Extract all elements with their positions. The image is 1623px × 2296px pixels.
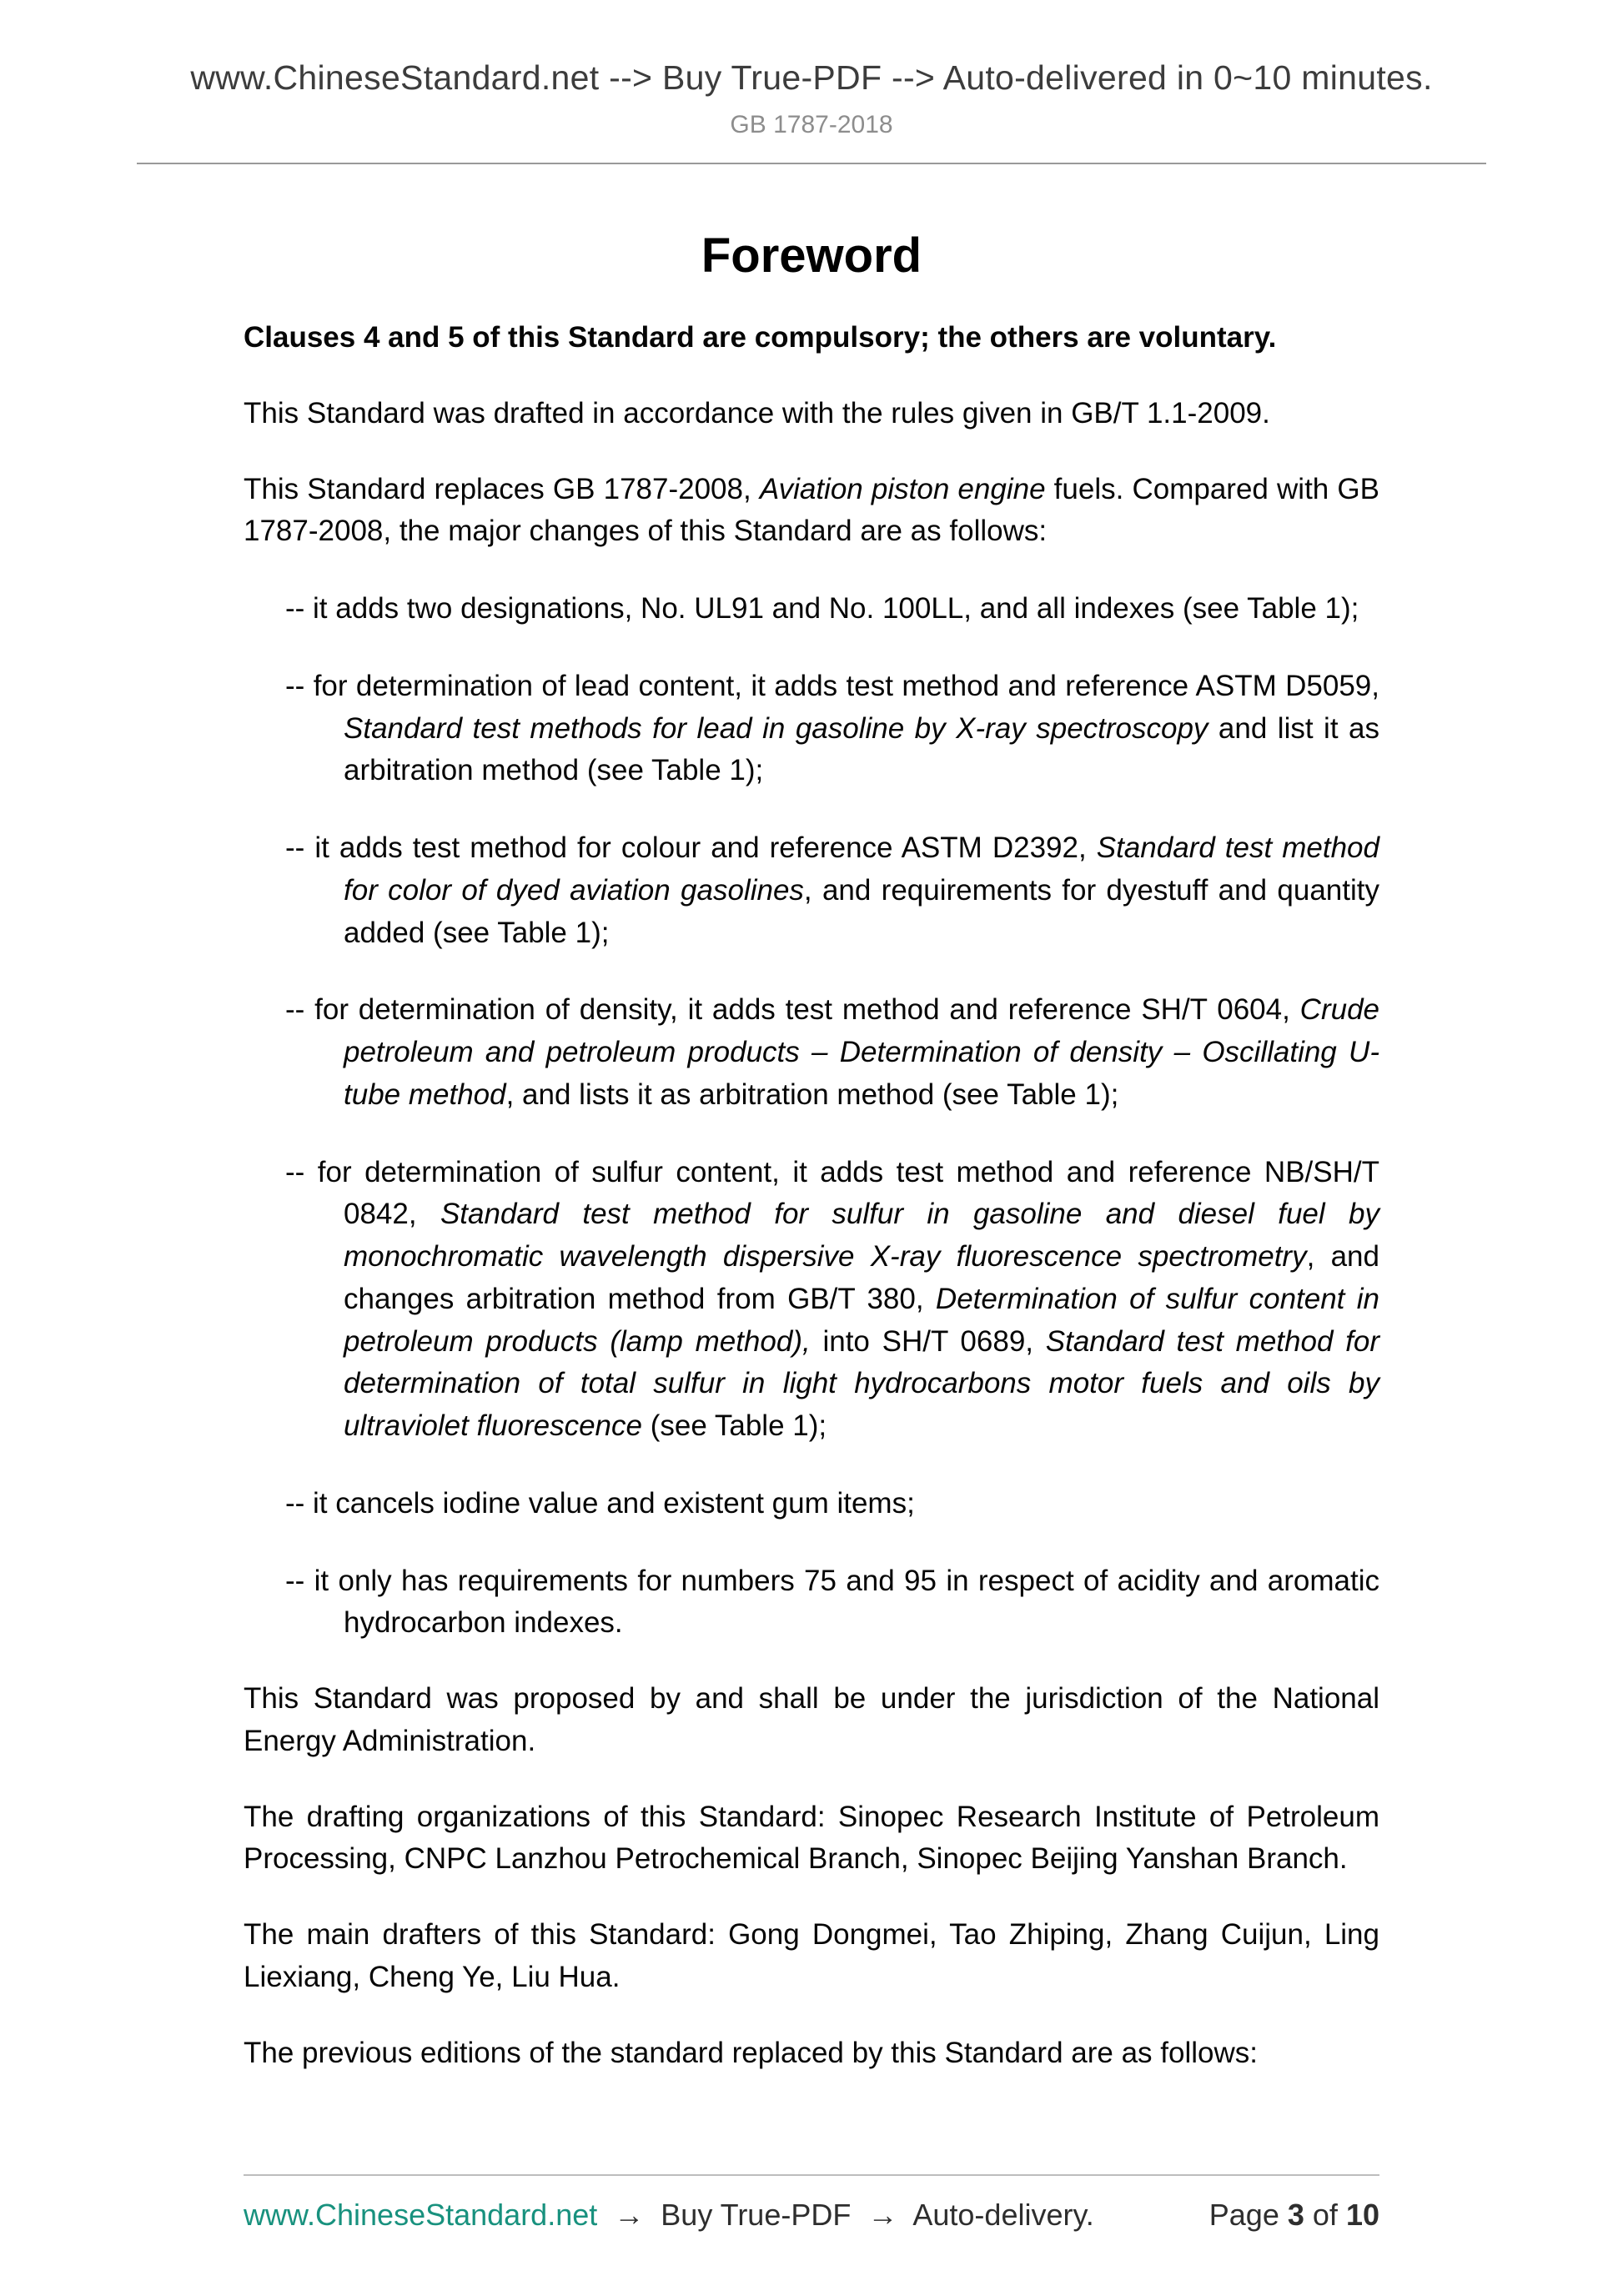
page-total: 10 bbox=[1345, 2198, 1379, 2232]
list-item bbox=[244, 1483, 1379, 1525]
header-site-line: www.ChineseStandard.net --> Buy True-PDF --> Auto-delivered in 0~10 minutes. bbox=[190, 58, 1433, 97]
footer-site-link[interactable]: www.ChineseStandard.net bbox=[244, 2198, 598, 2232]
footer-divider bbox=[244, 2174, 1379, 2176]
text-segment: -- it cancels iodine value and existent gum items; bbox=[285, 1486, 915, 1520]
page-word: Page bbox=[1208, 2198, 1279, 2232]
page-title: Foreword bbox=[701, 229, 922, 283]
of-word: of bbox=[1312, 2198, 1338, 2232]
paragraph bbox=[244, 2032, 1379, 2075]
text-segment: This Standard replaces GB 1787-2008, bbox=[244, 472, 760, 505]
italic-text-segment: Crude petroleum and petroleum products – Determination of density – Oscillating U-tube method bbox=[344, 993, 1379, 1111]
page-indicator bbox=[1209, 2198, 1379, 2233]
right-arrow-icon: → bbox=[614, 2198, 645, 2232]
text-segment: , and lists it as arbitration method (see Table 1); bbox=[505, 1078, 1119, 1111]
list-item bbox=[244, 666, 1379, 792]
paragraph bbox=[244, 1796, 1379, 1882]
text-segment: into SH/T 0689, bbox=[810, 1324, 1046, 1358]
list-item bbox=[244, 1560, 1379, 1645]
text-segment: The drafting organizations of this Standard: Sinopec Research Institute of Petroleum Processing, CNPC Lanzhou Petrochemical Branch, Sinopec Beijing Yanshan Branch. bbox=[244, 1800, 1379, 1876]
page-header bbox=[0, 0, 1623, 164]
document-body bbox=[244, 317, 1379, 2074]
text-segment: Clauses 4 and 5 of this Standard are compulsory; the others are voluntary. bbox=[244, 321, 1277, 354]
footer-left-text bbox=[244, 2198, 1094, 2233]
italic-text-segment: Standard test methods for lead in gasoline by X-ray spectroscopy bbox=[344, 711, 1208, 745]
text-segment: -- it adds two designations, No. UL91 and No. 100LL, and all indexes (see Table 1); bbox=[285, 592, 1359, 625]
list-item bbox=[244, 827, 1379, 954]
text-segment: This Standard was drafted in accordance with the rules given in GB/T 1.1-2009. bbox=[244, 396, 1270, 430]
text-segment: -- for determination of lead content, it adds test method and reference ASTM D5059, bbox=[285, 669, 1379, 702]
text-segment: , and requirements for dyestuff and quantity added (see Table 1); bbox=[344, 873, 1379, 949]
text-segment: (see Table 1); bbox=[641, 1409, 827, 1442]
italic-text-segment: Standard test method for sulfur in gasoline and diesel fuel by monochromatic wavelength dispersive X-ray fluorescence spectrometry bbox=[344, 1198, 1379, 1273]
page-footer bbox=[0, 2174, 1623, 2233]
list-item bbox=[244, 588, 1379, 631]
text-segment: -- for determination of sulfur content, it adds test method and reference NB/SH/T 0842, bbox=[285, 1155, 1379, 1231]
list-item bbox=[244, 1152, 1379, 1448]
text-segment: -- it only has requirements for numbers 75 and 95 in respect of acidity and aromatic hydrocarbon indexes. bbox=[285, 1564, 1379, 1640]
list-item bbox=[244, 989, 1379, 1116]
paragraph bbox=[244, 1678, 1379, 1763]
italic-text-segment: Standard test method for color of dyed aviation gasolines bbox=[344, 831, 1379, 907]
italic-text-segment: Aviation piston engine bbox=[759, 472, 1046, 505]
text-segment: -- for determination of density, it adds test method and reference SH/T 0604, bbox=[285, 993, 1300, 1027]
paragraph bbox=[244, 1914, 1379, 1999]
right-arrow-icon: → bbox=[867, 2198, 898, 2232]
footer-buy-text: Buy True-PDF bbox=[661, 2198, 852, 2232]
italic-text-segment: Determination of sulfur content in petroleum products (lamp method), bbox=[344, 1282, 1379, 1358]
header-divider bbox=[137, 163, 1486, 164]
text-segment: -- it adds test method for colour and reference ASTM D2392, bbox=[285, 831, 1097, 864]
paragraph bbox=[244, 393, 1379, 435]
footer-delivery-text: Auto-delivery. bbox=[912, 2198, 1094, 2232]
paragraph bbox=[244, 317, 1379, 359]
text-segment: , and changes arbitration method from GB/T 380, bbox=[344, 1240, 1379, 1315]
italic-text-segment: Standard test method for determination of total sulfur in light hydrocarbons motor fuels and oils by ultraviolet fluorescence bbox=[344, 1324, 1379, 1442]
text-segment: fuels. Compared with GB 1787-2008, the major changes of this Standard are as follows: bbox=[244, 472, 1379, 548]
header-doc-number: GB 1787-2018 bbox=[730, 111, 893, 138]
text-segment: The previous editions of the standard replaced by this Standard are as follows: bbox=[244, 2036, 1258, 2069]
text-segment: This Standard was proposed by and shall be under the jurisdiction of the National Energy Administration. bbox=[244, 1682, 1379, 1757]
paragraph bbox=[244, 469, 1379, 554]
text-segment: The main drafters of this Standard: Gong Dongmei, Tao Zhiping, Zhang Cuijun, Ling Liexiang, Cheng Ye, Liu Hua. bbox=[244, 1918, 1379, 1993]
page-number: 3 bbox=[1287, 2198, 1304, 2232]
text-segment: and list it as arbitration method (see Table 1); bbox=[344, 711, 1379, 787]
